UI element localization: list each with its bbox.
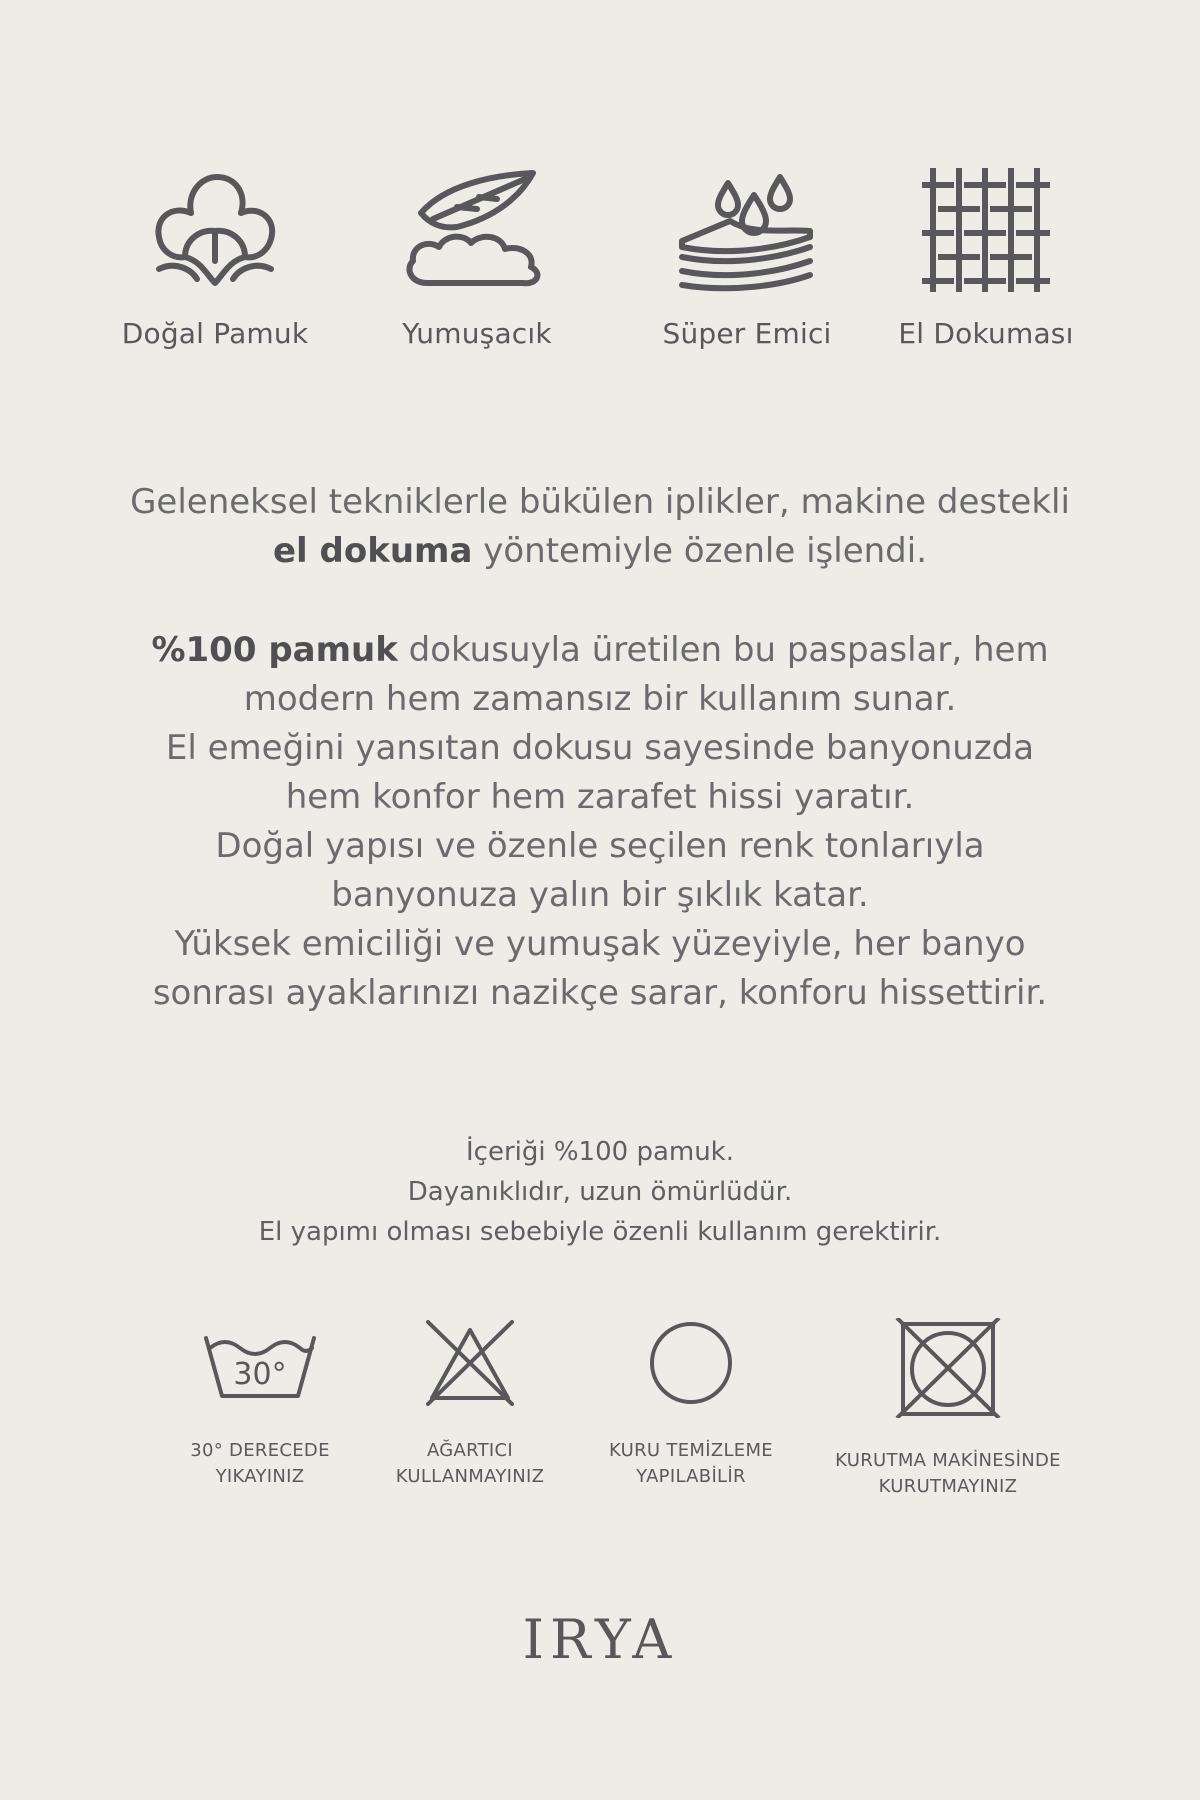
care-label-line: YAPILABİLİR xyxy=(636,1466,746,1487)
care-label-line: 30° DERECEDE xyxy=(190,1440,330,1461)
feather-cloud-icon xyxy=(397,165,557,295)
info-line: İçeriği %100 pamuk. xyxy=(465,1137,735,1167)
wash-30-icon xyxy=(200,1318,320,1408)
description-line xyxy=(0,626,1200,675)
description-line: El emeğini yansıtan dokusu sayesinde banyonuzda xyxy=(165,728,1035,768)
care-label-line: KURUTMA MAKİNESİNDE xyxy=(835,1450,1061,1471)
description-line: Yüksek emiciliği ve yumuşak yüzeyiyle, her banyo xyxy=(174,924,1026,964)
care-instructions-row xyxy=(0,1318,1200,1508)
care-label-line: KURU TEMİZLEME xyxy=(609,1440,773,1461)
care-no-tumble-dry xyxy=(818,1318,1078,1500)
svg-text:30°: 30° xyxy=(233,1357,287,1392)
feature-natural-cotton xyxy=(85,165,345,350)
intro-paragraph xyxy=(0,478,1200,576)
care-dry-clean xyxy=(561,1318,821,1490)
absorbent-layers-icon xyxy=(672,165,822,295)
no-tumble-dry-icon xyxy=(893,1318,1003,1418)
intro-text: yöntemiyle özenle işlendi. xyxy=(472,531,928,571)
intro-line xyxy=(0,527,1200,576)
feature-label: Süper Emici xyxy=(662,317,832,350)
info-line: Dayanıklıdır, uzun ömürlüdür. xyxy=(407,1177,793,1207)
feature-icons-row xyxy=(0,165,1200,365)
feature-label: El Dokuması xyxy=(898,317,1074,350)
no-bleach-icon xyxy=(420,1318,520,1408)
care-label-line: YIKAYINIZ xyxy=(215,1466,305,1487)
feature-label: Yumuşacık xyxy=(402,317,552,350)
brand-logo: IRYA xyxy=(522,1608,678,1671)
care-label-line: AĞARTICI xyxy=(426,1440,514,1461)
description-emphasis: %100 pamuk xyxy=(151,630,398,670)
description-line: sonrası ayaklarınızı nazikçe sarar, konforu hissettirir. xyxy=(152,973,1048,1013)
description-text: dokusuyla üretilen bu paspaslar, hem xyxy=(397,630,1049,670)
feature-absorbent xyxy=(617,165,877,350)
intro-line: Geleneksel tekniklerle bükülen iplikler, makine destekli xyxy=(130,482,1070,522)
care-label xyxy=(818,1448,1078,1500)
info-line: El yapımı olması sebebiyle özenli kullanım gerektirir. xyxy=(258,1217,942,1247)
description-line: banyonuza yalın bir şıklık katar. xyxy=(331,875,869,915)
care-label-line: KURUTMAYINIZ xyxy=(878,1476,1018,1497)
feature-soft xyxy=(347,165,607,350)
description-paragraph xyxy=(0,626,1200,1018)
description-line: modern hem zamansız bir kullanım sunar. xyxy=(243,679,957,719)
feature-label: Doğal Pamuk xyxy=(121,317,309,350)
care-label-line: KULLANMAYINIZ xyxy=(395,1466,545,1487)
care-label xyxy=(561,1438,821,1490)
product-info xyxy=(0,1132,1200,1252)
description-line: hem konfor hem zarafet hissi yaratır. xyxy=(285,777,915,817)
intro-emphasis: el dokuma xyxy=(272,531,473,571)
dry-clean-icon xyxy=(641,1318,741,1408)
description-line: Doğal yapısı ve özenle seçilen renk tonlarıyla xyxy=(215,826,985,866)
woven-pattern-icon xyxy=(921,165,1051,295)
cotton-icon xyxy=(145,165,285,295)
feature-handwoven xyxy=(856,165,1116,350)
